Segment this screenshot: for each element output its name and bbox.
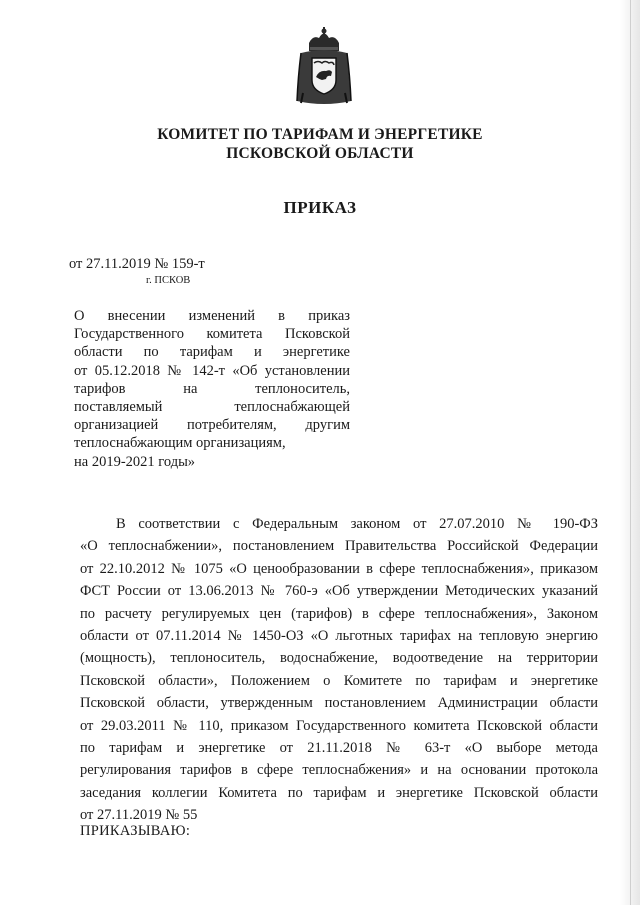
body-line: регулирования тарифов в сфере теплоснабжения» и на основании протокола <box>80 762 598 779</box>
subject-line: области по тарифам и энергетике <box>74 344 350 361</box>
order-command: ПРИКАЗЫВАЮ: <box>80 823 191 839</box>
body-line: области от 07.11.2014 № 1450-ОЗ «О льготных тарифах на тепловую энергию <box>80 628 598 645</box>
org-title-line-1: КОМИТЕТ ПО ТАРИФАМ И ЭНЕРГЕТИКЕ <box>157 126 483 143</box>
subject-line: тарифов на теплоноситель, <box>74 380 350 397</box>
subject-line: теплоснабжающим организациям, <box>74 435 286 452</box>
body-line: (мощность), теплоноситель, водоснабжение, водоотведение на территории <box>80 650 598 667</box>
org-title-line-2: ПСКОВСКОЙ ОБЛАСТИ <box>226 145 414 162</box>
subject-line: поставляемый теплоснабжающей <box>74 399 350 416</box>
subject-line: от 05.12.2018 № 142-т «Об установлении <box>74 362 350 379</box>
body-line: заседания коллегии Комитета по тарифам и энергетике Псковской области <box>80 784 598 801</box>
doc-type-title: ПРИКАЗ <box>283 198 357 217</box>
body-line: от 27.11.2019 № 55 <box>80 807 198 824</box>
order-date-number: от 27.11.2019 № 159-т <box>69 256 205 272</box>
body-line: по расчету регулируемых цен (тарифов) в сфере теплоснабжения», Законом <box>80 605 598 622</box>
body-line: «О теплоснабжении», постановлением Правительства Российской Федерации <box>80 538 598 555</box>
subject-line: на 2019-2021 годы» <box>74 453 196 470</box>
pskov-coat-of-arms-icon <box>295 27 353 107</box>
order-city: г. ПСКОВ <box>146 275 191 286</box>
body-line: В соответствии с Федеральным законом от 27.07.2010 № 190-ФЗ <box>116 516 598 532</box>
subject-line: организацией потребителям, другим <box>74 417 350 434</box>
body-line: по тарифам и энергетике от 21.11.2018 № 63-т «О выборе метода <box>80 740 598 757</box>
body-line: от 22.10.2012 № 1075 «О ценообразовании в сфере теплоснабжения», приказом <box>80 560 598 577</box>
body-line: от 29.03.2011 № 110, приказом Государственного комитета Псковской области <box>80 717 598 734</box>
body-line: Псковской области, утвержденным постановлением Администрации области <box>80 695 598 712</box>
order-preamble <box>80 513 598 827</box>
body-line: Псковской области», Положением о Комитете по тарифам и энергетике <box>80 672 598 689</box>
subject-line: Государственного комитета Псковской <box>74 326 350 343</box>
body-line: ФСТ России от 13.06.2013 № 760-э «Об утверждении Методических указаний <box>80 583 598 600</box>
order-subject <box>74 307 350 471</box>
subject-line: О внесении изменений в приказ <box>74 308 350 324</box>
